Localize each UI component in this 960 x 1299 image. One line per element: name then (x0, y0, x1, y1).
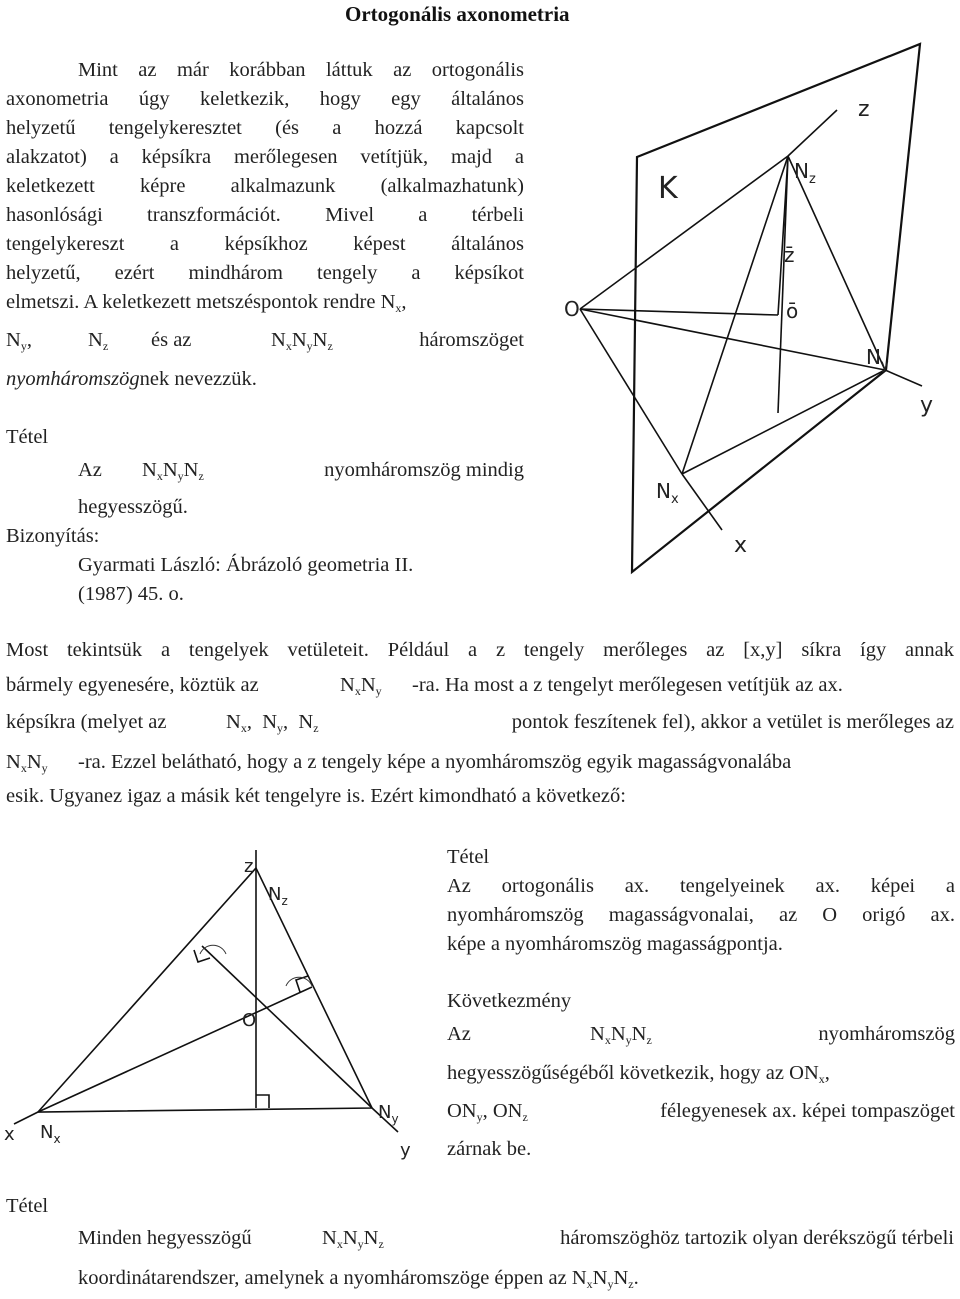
points-label: $N_x$, $N_y$, $N_z$ (226, 711, 319, 735)
intro-text: és az (151, 329, 192, 351)
theorem-heading: Tétel (6, 1195, 49, 1217)
proof-label: Bizonyítás: (6, 525, 100, 547)
theorem-line: Az ortogonális ax. tengelyeinek ax. képei a (447, 875, 955, 897)
intro-text: elmetszi. A keletkezett metszéspontok rendre N (6, 291, 396, 313)
intro-line: tengelykereszt a képsíkhoz képest általános (6, 233, 524, 255)
intro-text: , (401, 291, 407, 313)
z-line (580, 156, 788, 309)
point-label: N (6, 329, 21, 351)
triangle-label: $N_xN_yN_z$ (571, 1267, 634, 1291)
point-label-Ny: $N_y$ (866, 345, 889, 373)
theorem-line: képe a nyomháromszög magasságpontja. (447, 933, 783, 955)
separator: , (482, 1100, 488, 1122)
figure-axonometry-3d (540, 30, 960, 630)
paragraph-line: esik. Ugyanez igaz a másik két tengelyre is. Ezért kimondható a következő: (6, 785, 626, 807)
theorem-text: Az (78, 459, 102, 481)
intro-line: alakzatot) a képsíkra merőlegesen vetítjük, majd a (6, 146, 524, 168)
paragraph-line (6, 671, 954, 700)
theorem-text: koordinátarendszer, amelynek a nyomháromszöge éppen az (78, 1267, 567, 1289)
subscript: x (818, 1072, 825, 1086)
origin-label-O: O (564, 297, 580, 321)
corollary-line: zárnak be. (447, 1138, 532, 1160)
subscript: z (522, 1110, 528, 1124)
paragraph-line (6, 748, 954, 777)
angle-arc (200, 945, 226, 954)
axis-label-x: x (734, 533, 748, 558)
axis-label-z: z (858, 97, 870, 122)
intro-line: hasonlósági transzformációt. Mivel a térbeli (6, 204, 524, 226)
theorem-text: nyomháromszög mindig (324, 459, 524, 481)
intro-text: háromszöget (419, 329, 524, 351)
corollary-heading: Következmény (447, 990, 572, 1012)
trace-triangle (38, 868, 372, 1112)
edge-nx-ny (682, 370, 885, 474)
altitude-y (202, 946, 372, 1108)
theorem-line (78, 1224, 954, 1253)
segment-label: $N_xN_y$ (340, 674, 382, 698)
paragraph-line (6, 708, 954, 737)
point-label-Nx: $N_x$ (656, 479, 679, 507)
paragraph-text: pontok feszítenek fel), akkor a vetület is merőleges az (511, 711, 954, 733)
point-label-Ny: $N_y$ (378, 1102, 399, 1126)
separator: . (633, 1267, 639, 1289)
x-axis-ext (14, 1112, 38, 1124)
y-line (580, 309, 885, 370)
proof-reference: Gyarmati László: Ábrázoló geometria II. (78, 554, 414, 576)
point-label-Nx: $N_x$ (40, 1122, 61, 1146)
corollary-line (447, 1059, 955, 1088)
point-label-Nz: $N_z$ (268, 884, 288, 908)
italic-term: nyomháromszög (6, 368, 140, 390)
x-axis-lower (682, 474, 722, 530)
right-angle-mark (256, 1095, 269, 1108)
label-zbar: z̄ (784, 243, 795, 267)
corollary-text: hegyesszögűségéből következik, hogy az ON (447, 1062, 819, 1084)
altitude-x (38, 987, 312, 1112)
theorem-heading: Tétel (447, 846, 490, 868)
corollary-text: Az (447, 1023, 471, 1045)
triangle-label: $N_xN_yN_z$ (590, 1023, 652, 1047)
theorem-line (78, 456, 524, 485)
intro-line: helyzetű, ezért mindhárom tengely a képsíkot (6, 262, 524, 284)
theorem-1 (6, 423, 524, 613)
origin-label-O: O (242, 1010, 257, 1031)
proof-reference: (1987) 45. o. (78, 583, 184, 605)
corollary-text: félegyenesek ax. képei tompaszöget (660, 1100, 955, 1122)
plane-label-K: K (658, 171, 678, 206)
subscript: z (102, 339, 109, 353)
corollary-text: nyomháromszög (818, 1023, 955, 1045)
y-axis-ext (885, 370, 922, 386)
axis-label-y: y (400, 1140, 411, 1161)
theorem-heading: Tétel (6, 426, 49, 448)
figure-trace-triangle (0, 850, 430, 1170)
axis-label-x: x (4, 1124, 15, 1145)
triangle-label: $N_xN_yN_z$ (322, 1227, 384, 1251)
theorem-text: Minden hegyesszögű (78, 1227, 252, 1249)
ray-label: ON (492, 1100, 523, 1122)
subscript: y (476, 1110, 483, 1124)
o-obar-line (580, 309, 778, 315)
intro-line (6, 365, 257, 394)
z-axis-upper (788, 110, 837, 156)
intro-line (6, 288, 407, 317)
paragraph-text: bármely egyenesére, köztük az (6, 674, 259, 696)
paragraph-line: Most tekintsük a tengelyek vetületeit. Például a z tengely merőleges az [x,y] síkra így annak (6, 639, 954, 661)
intro-line: keletkezett képre alkalmazunk (alkalmazhatunk) (6, 175, 524, 197)
theorem-text: háromszöghöz tartozik olyan derékszögű térbeli (560, 1227, 954, 1249)
segment-label: $N_xN_y$ (6, 751, 48, 775)
label-obar: ō (786, 299, 799, 323)
intro-line (6, 326, 524, 355)
x-line (580, 309, 682, 474)
intro-text: nek nevezzük. (139, 368, 257, 390)
page-title: Ortogonális axonometria (345, 2, 570, 26)
axis-label-y: y (920, 393, 934, 418)
point-label-Nz: $N_z$ (794, 159, 816, 187)
axis-label-z: z (244, 856, 254, 877)
intro-line: Mint az már korábban láttuk az ortogonális (78, 59, 524, 81)
paragraph-text: -ra. Ha most a z tengelyt merőlegesen vetítjük az ax. (412, 674, 843, 696)
theorem-line: hegyesszögű. (78, 496, 188, 518)
theorem-line (78, 1264, 639, 1293)
theorem-line: nyomháromszög magasságvonalai, az O origó ax. (447, 904, 955, 926)
subscript: x (395, 301, 402, 315)
triangle-label: $N_xN_yN_z$ (142, 459, 204, 483)
edge-nz-ny (788, 156, 885, 370)
subscript: y (20, 339, 27, 353)
intro-line: helyzetű tengelykeresztet (és a hozzá kapcsolt (6, 117, 524, 139)
point-label: N (88, 329, 103, 351)
corollary-line (447, 1097, 955, 1126)
separator: , (26, 329, 32, 351)
corollary-line (447, 1020, 955, 1049)
paragraph-text: -ra. Ezzel belátható, hogy a z tengely képe a nyomháromszög egyik magasságvonalába (78, 751, 792, 773)
triangle-label: $N_xN_yN_z$ (271, 329, 333, 353)
ray-label: ON (447, 1100, 477, 1122)
paragraph-text: képsíkra (melyet az (6, 711, 167, 733)
intro-line: axonometria úgy keletkezik, hogy egy általános (6, 88, 524, 110)
separator: , (824, 1062, 830, 1084)
